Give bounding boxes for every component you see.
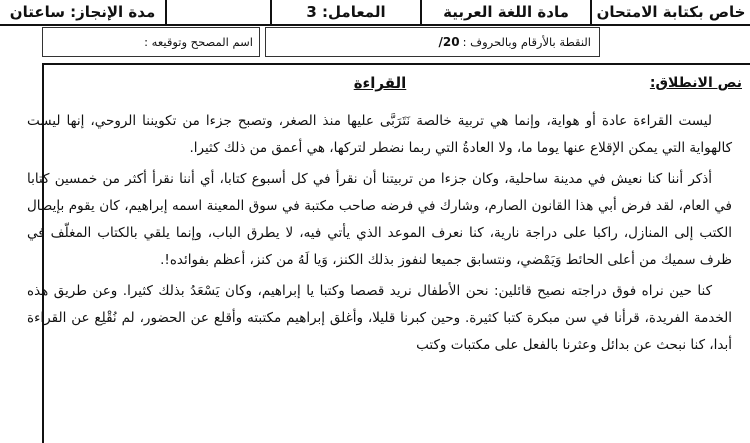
section-label: نص الانطلاق:: [649, 75, 742, 91]
paragraph-2: أذكر أننا كنا نعيش في مدينة ساحلية، وكان جزءا من تربيتنا أن نقرأ في كل أسبوع كتابا، أي أننا نقرأ أكثر من خمسين كتابا في العام، لقد فرض أبي هذا القانون الصارم، وشارك في فرضه صاحب مكتبة في سوق المعينة اسمه إبراهيم، كان يقوم بإيصال الكتب إلى المنازل، راكبا على دراجة نارية، كنا نعرف الموعد الذي يأتي فيه، لا يطرق الباب، وإنما يلقي بالكتاب المغلّف في ظرف سميك من أعلى الحائط وَيَمْضي، ونتسابق جميعا لنفوز بذلك الكنز، وَيا لَهُ من كنز، أعظم بفوائده!.: [27, 171, 732, 268]
duration-label: مدة الإنجاز: ساعتان: [9, 3, 156, 21]
exam-box-title: خاص بكتابة الامتحان: [590, 0, 750, 24]
score-value: 20/: [438, 35, 460, 49]
coefficient-label: المعامل: 3: [270, 0, 420, 24]
grading-row: [0, 27, 750, 59]
reading-title: القراءة: [353, 74, 407, 92]
subject-title: مادة اللغة العربية: [420, 0, 590, 24]
header-spacer: [165, 0, 270, 24]
exam-header-row: [0, 0, 750, 26]
score-label: النقطة بالأرقام وبالحروف :: [462, 35, 591, 49]
corrector-label: اسم المصحح وتوقيعه :: [144, 35, 253, 49]
score-box[interactable]: [265, 27, 600, 57]
paragraph-3: كنا حين نراه فوق دراجته نصيح قائلين: نحن الأطفال نريد قصصا وكتبا يا إبراهيم، وكان يَسْعَدُ بذلك كثيرا. وعن طريق هذه الخدمة الفريدة، قرأنا في سن مبكرة كتبا كثيرة. وحين كبرنا قليلا، وأغلق إبراهيم مكتبته وأقلع عن الحضور، لم نُقْلِع عن القراءة أبدا، كنا نبحث عن بدائل وعثرنا بالفعل على مكتبات وكتب: [27, 283, 732, 353]
reading-text: [27, 108, 732, 363]
paragraph-1: ليست القراءة عادة أو هواية، وإنما هي تربية خالصة نَتَرَبَّى عليها منذ الصغر، وتصبح جزءا من تكويننا الروحي، إنها ليست كالهواية التي يمكن الإقلاع عنها يوما ما، ولا العادةُ التي ربما نضطر لتركها، هي أعمق من ذلك كثيرا.: [27, 113, 732, 156]
corrector-box[interactable]: [42, 27, 260, 57]
